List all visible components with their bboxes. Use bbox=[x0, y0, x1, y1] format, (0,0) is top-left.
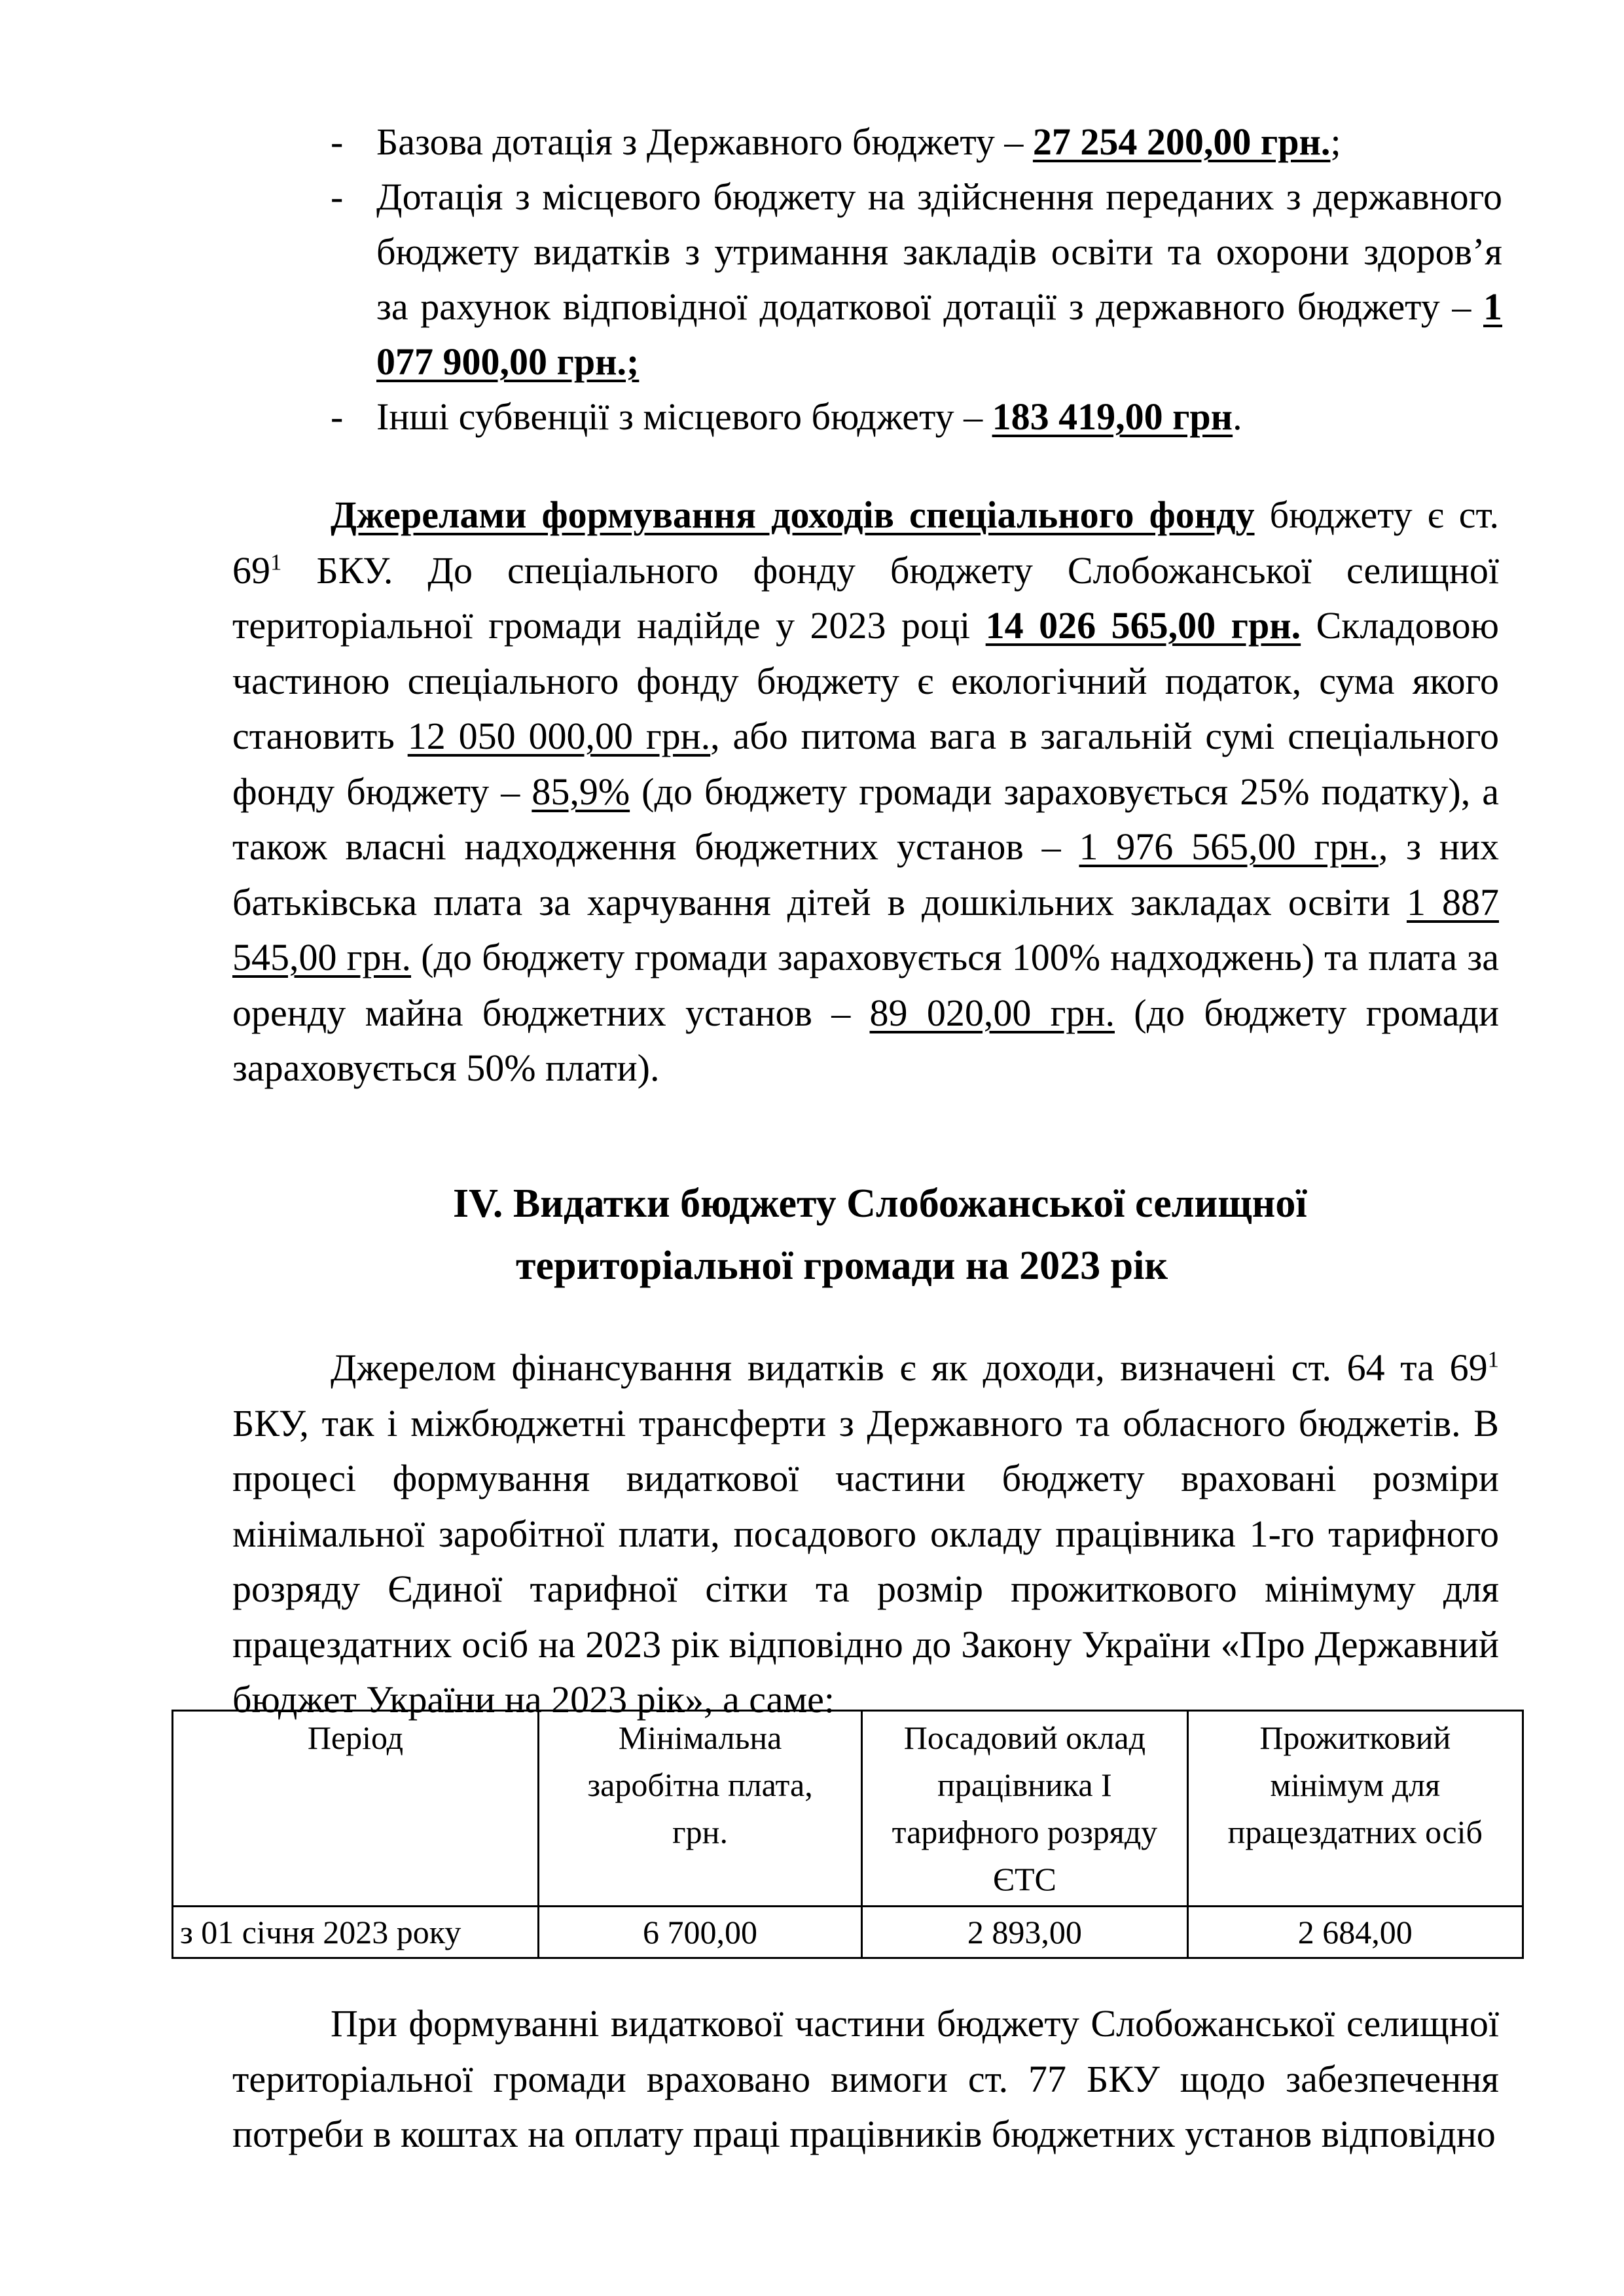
table-header-row bbox=[173, 1711, 1523, 1907]
closing-paragraph: При формуванні видаткової частини бюджету Слобожанської селищної територіальної громади враховано вимоги ст. 77 БКУ щодо забезпечення потреби в коштах на оплату праці працівників бюджетних установ відповідно bbox=[232, 2002, 1499, 2155]
amount-base-subsidy: 27 254 200,00 грн. bbox=[1032, 120, 1331, 163]
dash-bullet-icon: - bbox=[331, 120, 344, 163]
cell-base-salary: 2 893,00 bbox=[862, 1907, 1187, 1958]
rent-amount: 89 020,00 грн. bbox=[869, 991, 1115, 1034]
special-fund-total: 14 026 565,00 грн. bbox=[985, 604, 1301, 647]
parent-fee-amount: 1 887 545,00 грн. bbox=[232, 880, 1499, 978]
list-item-text: Дотація з місцевого бюджету на здійснення переданих з державного бюджету видатків з утримання закладів освіти та охорони здоров’я за рахунок відповідної додаткової дотації з державного бюджету – bbox=[376, 175, 1502, 328]
amount-local-subsidy: 1 077 900,00 грн.; bbox=[376, 285, 1502, 383]
expenditure-intro-paragraph: Джерелом фінансування видатків є як доходи, визначені ст. 64 та $69^1$ БКУ, так і міжбюджетні трансферти з Державного та обласного бюджетів. В процесі формування видаткової частини бюджету враховані розміри мінімальної заробітної плати, посадового окладу працівника 1-го тарифного розряду Єдиної тарифної сітки та розмір прожиткового мінімуму для працездатних осіб на 2023 рік відповідно до Закону України «Про Державний бюджет України на 2023 рік», а саме: bbox=[232, 1346, 1499, 1721]
cell-period: з 01 січня 2023 року bbox=[173, 1907, 539, 1958]
cell-min-wage: 6 700,00 bbox=[538, 1907, 861, 1958]
list-item-other-subventions: - Інші субвенції з місцевого бюджету – 183 419,00 грн. bbox=[331, 389, 1502, 444]
table-row bbox=[173, 1907, 1523, 1958]
list-item-base-subsidy: - Базова дотація з Державного бюджету – 27 254 200,00 грн.; bbox=[331, 115, 1502, 170]
transfers-list bbox=[331, 115, 1502, 444]
amount-other-subventions: 183 419,00 грн bbox=[992, 395, 1233, 438]
eco-tax-share: 85,9% bbox=[532, 770, 630, 813]
header-base-salary: Посадовий оклад працівника I тарифного розряду ЄТС bbox=[862, 1711, 1187, 1907]
special-fund-lead: Джерелами формування доходів спеціального фонду bbox=[331, 493, 1255, 536]
section-heading-line2: територіальної громади на 2023 рік bbox=[516, 1244, 1168, 1288]
list-item-local-subsidy bbox=[331, 170, 1502, 389]
dash-bullet-icon: - bbox=[331, 175, 344, 218]
list-item-text: Базова дотація з Державного бюджету – bbox=[376, 120, 1033, 163]
cell-subsistence-minimum: 2 684,00 bbox=[1187, 1907, 1523, 1958]
section-heading-line1: IV. Видатки бюджету Слобожанської селищної bbox=[453, 1181, 1307, 1226]
header-min-wage: Мінімальна заробітна плата, грн. bbox=[538, 1711, 861, 1907]
header-subsistence-minimum: Прожитковий мінімум для працездатних осіб bbox=[1187, 1711, 1523, 1907]
special-fund-paragraph: Джерелами формування доходів спеціального фонду бюджету є ст. $69^1$ БКУ. До спеціального фонду бюджету Слобожанської селищної територіальної громади надійде у 2023 році 14 026 565,00 грн. Складовою частиною спеціального фонду бюджету є екологічний податок, сума якого становить 12 050 000,00 грн., або питома вага в загальній сумі спеціального фонду бюджету – 85,9% (до бюджету громади зараховується 25% податку), а також власні надходження бюджетних установ – 1 976 565,00 грн., з них батьківська плата за харчування дітей в дошкільних закладах освіти 1 887 545,00 грн. (до бюджету громади зараховується 100% надходжень) та плата за оренду майна бюджетних установ – 89 020,00 грн. (до бюджету громади зараховується 50% плати). bbox=[232, 493, 1500, 1089]
own-revenue-amount: 1 976 565,00 грн. bbox=[1079, 825, 1379, 868]
rates-table bbox=[171, 1710, 1524, 1959]
eco-tax-amount: 12 050 000,00 грн. bbox=[407, 715, 711, 757]
header-period: Період bbox=[173, 1711, 539, 1907]
list-item-text: Інші субвенції з місцевого бюджету – bbox=[376, 395, 992, 438]
dash-bullet-icon: - bbox=[331, 395, 344, 438]
